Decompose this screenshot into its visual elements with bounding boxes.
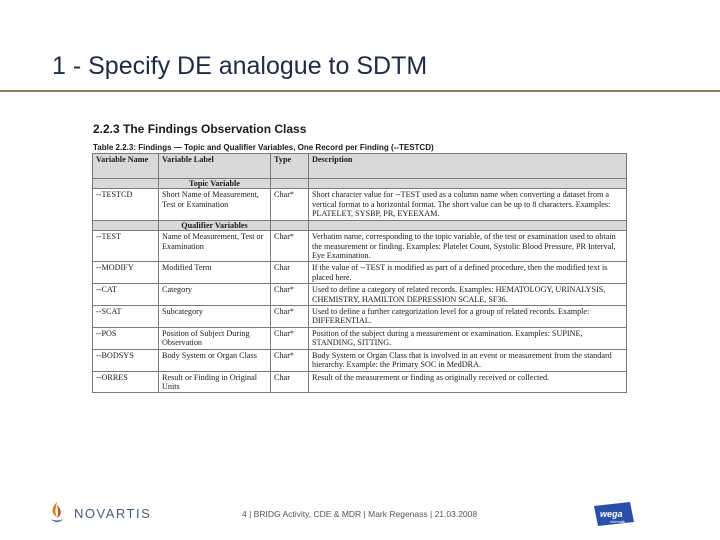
cell-variable-label: Position of Subject During Observation xyxy=(159,327,271,349)
cell-variable-name: --ORRES xyxy=(93,371,159,393)
cell-variable-label: Body System or Organ Class xyxy=(159,349,271,371)
column-header-type: Type xyxy=(271,154,309,179)
cell-type: Char* xyxy=(271,327,309,349)
wega-logo xyxy=(590,500,638,528)
group-label: Qualifier Variables xyxy=(159,220,271,230)
table-header-row xyxy=(93,154,627,179)
table-group-row xyxy=(93,220,627,230)
column-header-name: Variable Name xyxy=(93,154,159,179)
novartis-logo xyxy=(48,500,168,526)
cell-type: Char xyxy=(271,262,309,284)
cell-variable-label: Result or Finding in Original Units xyxy=(159,371,271,393)
cell-type: Char* xyxy=(271,306,309,328)
footer-text: 4 | BRIDG Activity, CDE & MDR | Mark Regenass | 21.03.2008 xyxy=(242,509,478,519)
cell-variable-label: Short Name of Measurement, Test or Examination xyxy=(159,189,271,220)
group-label: Topic Variable xyxy=(159,179,271,189)
group-spacer xyxy=(93,220,159,230)
cell-type: Char* xyxy=(271,231,309,262)
table-row xyxy=(93,262,627,284)
cell-description: Body System or Organ Class that is involved in an event or measurement from the standard hierarchy. Example: the Primary SOC in MedDRA. xyxy=(309,349,627,371)
cell-description: Short character value for --TEST used as a column name when converting a dataset from a vertical format to a horizontal format. The short value can be up to 8 characters. Examples: PLATELET, SYSBP, PR, EYEEXAM. xyxy=(309,189,627,220)
table-row xyxy=(93,349,627,371)
column-header-description: Description xyxy=(309,154,627,179)
table-row xyxy=(93,231,627,262)
findings-table xyxy=(92,153,627,393)
table-row xyxy=(93,371,627,393)
embedded-document xyxy=(88,118,640,474)
novartis-logo-text: NOVARTIS xyxy=(74,505,152,521)
cell-variable-name: --CAT xyxy=(93,284,159,306)
cell-variable-name: --SCAT xyxy=(93,306,159,328)
cell-variable-name: --TEST xyxy=(93,231,159,262)
cell-description: Used to define a further categorization level for a group of related records. Example: DIFFERENTIAL. xyxy=(309,306,627,328)
wega-logo-text: wega xyxy=(600,509,623,519)
cell-variable-name: --MODIFY xyxy=(93,262,159,284)
cell-description: If the value of --TEST is modified as part of a defined procedure, then the modified text is placed here. xyxy=(309,262,627,284)
section-heading: 2.2.3 The Findings Observation Class xyxy=(93,122,307,136)
cell-description: Used to define a category of related records. Examples: HEMATOLOGY, URINALYSIS, CHEMISTRY, HAMILTON DEPRESSION SCALE, SF36. xyxy=(309,284,627,306)
title-divider xyxy=(0,90,720,92)
cell-variable-label: Category xyxy=(159,284,271,306)
novartis-flame-icon xyxy=(48,501,66,525)
cell-variable-label: Modified Term xyxy=(159,262,271,284)
cell-description: Verbatim name, corresponding to the topic variable, of the test or examination used to obtain the measurement or finding. Examples: Platelet Count, Systolic Blood Pressure, PR Interval, Eye Examination. xyxy=(309,231,627,262)
group-spacer xyxy=(309,220,627,230)
cell-variable-name: --TESTCD xyxy=(93,189,159,220)
cell-type: Char* xyxy=(271,284,309,306)
cell-type: Char xyxy=(271,371,309,393)
cell-description: Position of the subject during a measurement or examination. Examples: SUPINE, STANDING, SITTING. xyxy=(309,327,627,349)
group-spacer xyxy=(271,179,309,189)
group-spacer xyxy=(271,220,309,230)
table-row xyxy=(93,306,627,328)
group-spacer xyxy=(309,179,627,189)
cell-type: Char* xyxy=(271,349,309,371)
cell-variable-label: Name of Measurement, Test or Examination xyxy=(159,231,271,262)
table-row xyxy=(93,189,627,220)
wega-logo-subtext: informatik xyxy=(610,520,626,524)
table-group-row xyxy=(93,179,627,189)
slide-title: 1 - Specify DE analogue to SDTM xyxy=(52,52,428,80)
table-body xyxy=(93,179,627,393)
table-caption: Table 2.2.3: Findings — Topic and Qualifier Variables, One Record per Finding (--TESTCD) xyxy=(93,143,434,152)
table-row xyxy=(93,327,627,349)
cell-variable-label: Subcategory xyxy=(159,306,271,328)
cell-type: Char* xyxy=(271,189,309,220)
cell-variable-name: --BODSYS xyxy=(93,349,159,371)
table-row xyxy=(93,284,627,306)
column-header-label: Variable Label xyxy=(159,154,271,179)
cell-description: Result of the measurement or finding as originally received or collected. xyxy=(309,371,627,393)
group-spacer xyxy=(93,179,159,189)
cell-variable-name: --POS xyxy=(93,327,159,349)
